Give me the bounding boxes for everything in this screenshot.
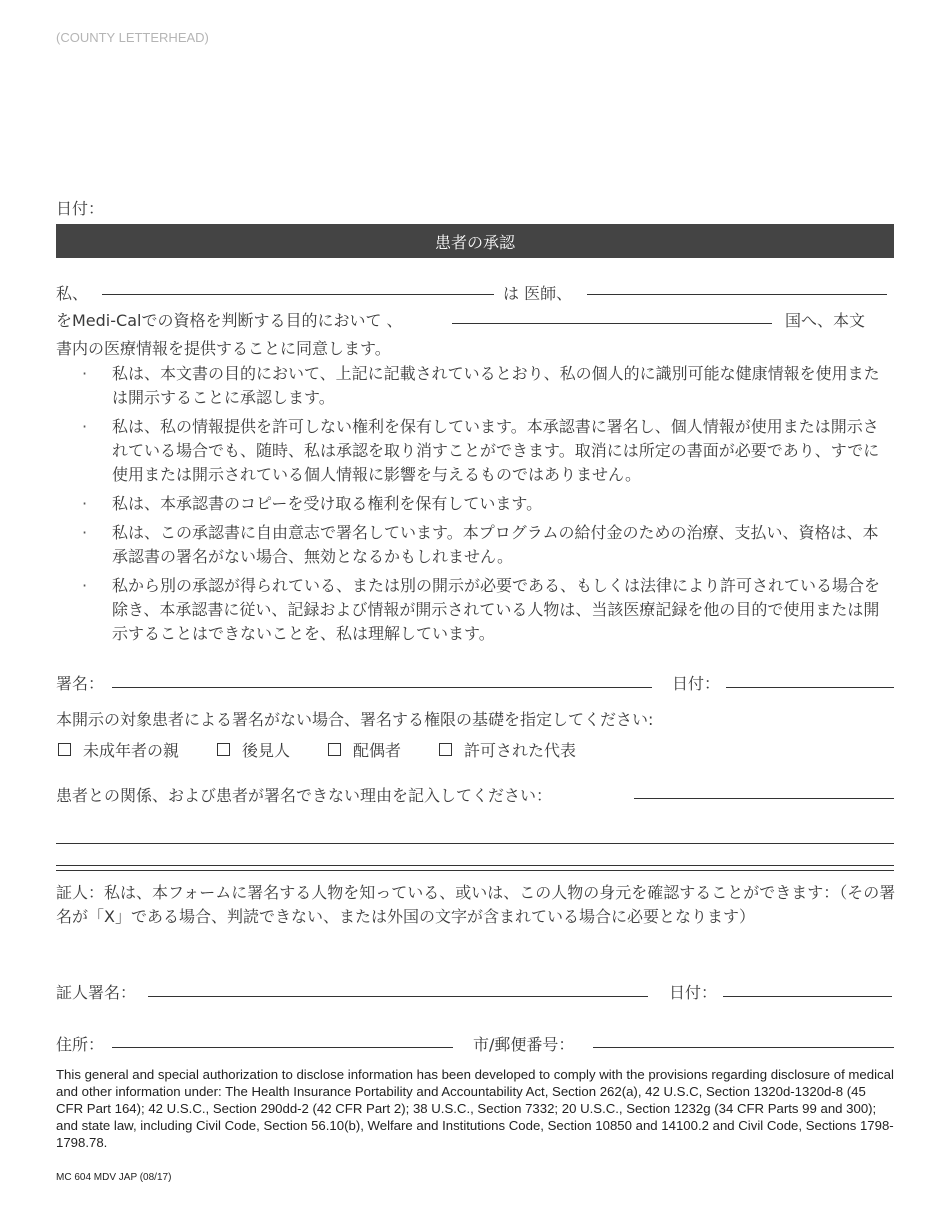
witness-statement: 証人：私は、本フォームに署名する人物を知っている、或いは、この人物の身元を確認することができます：（その署名が「X」である場合、判読できない、または外国の文字が含まれている場合に必要となります） [56,883,896,926]
checkbox-square-icon[interactable] [217,743,230,756]
authority-checkbox-group [58,738,614,761]
list-item: · 私は、本文書の目的において、上記に記載されているとおり、私の個人的に識別可能な健康情報を使用または開示することに承認します。 [82,364,880,407]
patient-authorization-banner [56,224,894,258]
consent-agreement-text: 書内の医療情報を提供することに同意します。 [56,339,391,358]
consent-i-label: 私、 [56,284,89,303]
county-name-field[interactable] [452,323,772,324]
checkbox-square-icon[interactable] [58,743,71,756]
signature-date-field[interactable] [726,687,894,688]
signature-date-label: 日付： [672,674,721,693]
witness-signature-field[interactable] [148,996,648,997]
authorization-terms-list [82,362,894,651]
form-number: MC 604 MDV JAP (08/17) [56,1172,172,1183]
date-label: 日付： [56,199,105,218]
list-item: · 私は、私の情報提供を許可しない権利を保有しています。本承認書に署名し、個人情報が使用または開示されている場合でも、随時、私は承認を取り消すことができます。取消には所定の書面が必要であり、すでに使用または開示されている個人情報に影響を与えるものではありません。 [82,417,880,484]
list-item: · 私は、この承認書に自由意志で署名しています。本プログラムの給付金のための治療、支払い、資格は、本承認書の署名がない場合、無効となるかもしれません。 [82,523,879,566]
address-label: 住所： [56,1035,105,1054]
checkbox-square-icon[interactable] [328,743,341,756]
checkbox-minor-parent[interactable]: 未成年者の親 [58,738,179,761]
address-field[interactable] [112,1047,453,1048]
relationship-field[interactable] [634,798,894,799]
checkbox-square-icon[interactable] [439,743,452,756]
consent-country-text: 国へ、本文 [785,311,866,330]
banner-title: 患者の承認 [434,232,515,252]
relationship-field-line-2[interactable] [56,843,894,844]
city-zip-field[interactable] [593,1047,894,1048]
section-divider [56,865,894,866]
section-divider [56,870,894,871]
authority-prompt: 本開示の対象患者による署名がない場合、署名する権限の基礎を指定してください: [56,710,654,729]
witness-date-label: 日付： [669,983,718,1002]
legal-notice: This general and special authorization to disclose information has been developed to comply with the provisions regarding disclosure of medical and other information under: The Health Insurance Portability and Accountability Act, Section 262(a), 42 U.S.C, Section 1320d-1320d-8 (45 CFR Part 164); 42 U.S.C., Section 290dd-2 (42 CFR Part 2); 38 U.S.C., Section 7332; 20 U.S.C., Section 1232g (34 CFR Parts 99 and 300); and state law, including Civil Code, Section 56.10(b), Welfare and Institutions Code, Section 10850 and 14100.2 and Civil Code, Sections 1798-1798.78. [56,1067,894,1150]
city-zip-label: 市/郵便番号： [473,1035,575,1054]
county-letterhead: (COUNTY LETTERHEAD) [56,30,209,45]
checkbox-authorized-representative[interactable]: 許可された代表 [439,738,576,761]
signature-field[interactable] [112,687,652,688]
checkbox-guardian[interactable]: 後見人 [217,738,290,761]
physician-name-field[interactable] [587,294,887,295]
signature-label: 署名： [56,674,105,693]
checkbox-spouse[interactable]: 配偶者 [328,738,401,761]
patient-name-field[interactable] [102,294,494,295]
consent-purpose-text: をMedi-Calでの資格を判断する目的において 、 [56,311,403,330]
physician-label: は 医師、 [503,284,573,303]
witness-signature-label: 証人署名： [56,983,137,1002]
witness-date-field[interactable] [723,996,892,997]
relationship-prompt: 患者との関係、および患者が署名できない理由を記入してください： [56,786,553,805]
list-item: · 私は、本承認書のコピーを受け取る権利を保有しています。 [82,494,543,513]
list-item: · 私から別の承認が得られている、または別の開示が必要である、もしくは法律により許可されている場合を除き、本承認書に従い、記録および情報が開示されている人物は、当該医療記録を他の目的で使用または開示することはできないことを、私は理解しています。 [82,576,881,643]
